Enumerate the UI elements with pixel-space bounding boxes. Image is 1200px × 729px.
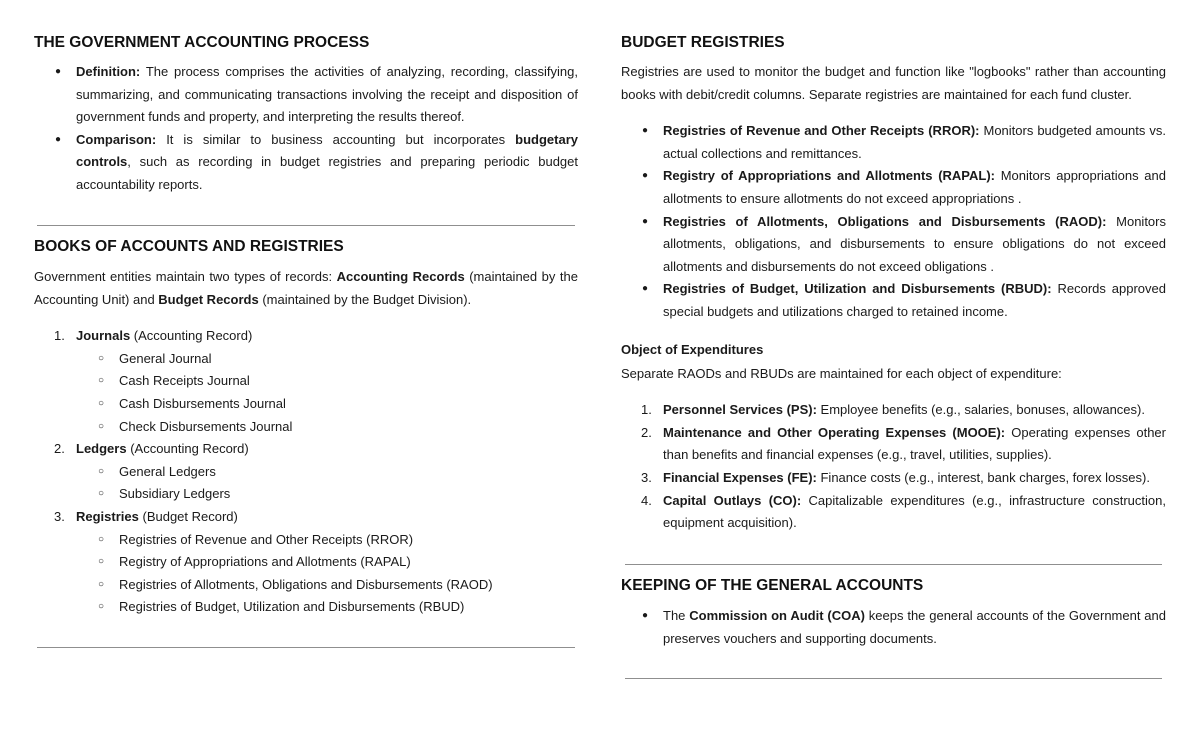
- section-divider: [37, 647, 575, 648]
- raod-bullet: [621, 211, 1166, 279]
- bullet-text: Monitors appropriations and allotments to ensure allotments do not exceed appropriations .: [663, 168, 1166, 206]
- item-label: Maintenance and Other Operating Expenses (MOOE):: [663, 424, 1006, 440]
- intro-emphasis: Budget Records: [158, 291, 259, 307]
- intro-emphasis: Accounting Records: [336, 269, 465, 284]
- left-column: [34, 32, 578, 197]
- intro-text: (maintained by the Accounting Unit) and: [34, 269, 578, 307]
- bullet-text: The process comprises the activities of analyzing, recording, classifying, summarizing, and communicating transactions involving the receipt and disposition of government funds and property, and interpreting the results thereof.: [76, 64, 578, 125]
- section-divider: [37, 225, 575, 226]
- list-item-registries: [34, 506, 578, 619]
- object-of-expenditures-heading: Object of Expenditures: [621, 341, 764, 357]
- item-label: Capital Outlays (CO):: [663, 492, 802, 508]
- sub-item: ○ Registries of Allotments, Obligations and Disbursements (RAOD): [76, 574, 578, 597]
- registries-bullet-list: [621, 120, 1166, 323]
- item-type: (Accounting Record): [130, 328, 253, 344]
- objects-intro-paragraph: Separate RAODs and RBUDs are maintained for each object of expenditure:: [621, 365, 1062, 381]
- section-divider: [625, 678, 1162, 679]
- rbud-bullet: [621, 278, 1166, 323]
- sub-item: ○ Cash Receipts Journal: [76, 370, 578, 393]
- records-numbered-list: [34, 325, 578, 619]
- bullet-text: Monitors budgeted amounts vs. actual collections and remittances.: [663, 123, 1166, 161]
- right-column: [621, 32, 1166, 535]
- left-column-lower: [34, 236, 578, 619]
- sub-item: ○ General Ledgers: [76, 461, 578, 484]
- sub-item: ○ Cash Disbursements Journal: [76, 393, 578, 416]
- list-item-journals: [34, 325, 578, 438]
- objects-numbered-list: [621, 399, 1166, 535]
- registries-intro-paragraph: Registries are used to monitor the budget and function like "logbooks" rather than accounting books with debit/credit columns. Separate registries are maintained for each fund cluster.: [621, 64, 1166, 102]
- sub-item: ○ Registry of Appropriations and Allotments (RAPAL): [76, 551, 578, 574]
- item-number: 2.: [54, 441, 65, 457]
- definition-bullet: [34, 61, 578, 129]
- bullet-text: Monitors allotments, obligations, and disbursements to ensure obligations do not exceed allotments and disbursements do not exceed obligations .: [663, 213, 1166, 274]
- sub-item: ○ Registries of Budget, Utilization and Disbursements (RBUD): [76, 596, 578, 619]
- bullet-label: Definition:: [76, 64, 141, 79]
- section-title-budget-registries: BUDGET REGISTRIES: [621, 34, 785, 51]
- item-text: Employee benefits (e.g., salaries, bonuses, allowances).: [816, 402, 1145, 418]
- bullet-text: keeps the general accounts of the Government and preserves vouchers and supporting documents.: [663, 608, 1166, 646]
- bullet-label: Registries of Revenue and Other Receipts (RROR):: [663, 123, 980, 139]
- bullet-emphasis: Commission on Audit (COA): [689, 608, 865, 623]
- ledgers-sublist: [76, 461, 578, 506]
- bullet-text: , such as recording in budget registries and preparing periodic budget accountability reports.: [76, 154, 578, 192]
- item-type: (Budget Record): [138, 508, 238, 524]
- intro-text: (maintained by the Budget Division).: [258, 291, 472, 307]
- item-label: Financial Expenses (FE):: [663, 469, 817, 485]
- item-label: Personnel Services (PS):: [663, 402, 817, 418]
- item-number: 3.: [54, 508, 65, 524]
- right-column-lower: [621, 575, 1166, 650]
- item-name: Journals: [76, 328, 131, 344]
- bullet-label: Comparison:: [76, 131, 157, 147]
- section-title-books-registries: BOOKS OF ACCOUNTS AND REGISTRIES: [34, 238, 344, 255]
- bullet-emphasis: budgetary controls: [76, 131, 578, 170]
- bullet-text: The: [663, 608, 690, 623]
- process-bullet-list: [34, 61, 578, 197]
- comparison-bullet: [34, 129, 578, 197]
- item-name: Ledgers: [76, 441, 127, 457]
- object-item-co: [621, 490, 1166, 535]
- item-number: 4.: [641, 492, 652, 508]
- item-text: Finance costs (e.g., interest, bank charges, forex losses).: [816, 469, 1150, 485]
- item-number: 3.: [641, 469, 652, 485]
- item-number: 1.: [641, 402, 652, 418]
- bullet-text: Records approved special budgets and utilizations charged to retained income.: [663, 281, 1166, 319]
- bullet-text: It is similar to business accounting but incorporates: [156, 131, 516, 147]
- object-item-mooe: [621, 422, 1166, 467]
- item-type: (Accounting Record): [126, 441, 249, 457]
- sub-item: ○ Subsidiary Ledgers: [76, 483, 578, 506]
- section-title-general-accounts: KEEPING OF THE GENERAL ACCOUNTS: [621, 577, 924, 594]
- item-number: 1.: [54, 328, 65, 344]
- item-text: Operating expenses other than benefits and financial expenses (e.g., travel, utilities, supplies).: [663, 424, 1166, 463]
- item-name: Registries: [76, 508, 139, 524]
- item-text: Capitalizable expenditures (e.g., infrastructure construction, equipment acquisition).: [663, 492, 1166, 531]
- item-number: 2.: [641, 424, 652, 440]
- bullet-label: Registries of Allotments, Obligations and Disbursements (RAOD):: [663, 213, 1107, 229]
- object-item-fe: [621, 467, 1166, 490]
- coa-bullet: [621, 605, 1166, 650]
- list-item-ledgers: [34, 438, 578, 506]
- rapal-bullet: [621, 165, 1166, 210]
- books-intro-paragraph: [34, 266, 578, 311]
- bullet-label: Registries of Budget, Utilization and Disbursements (RBUD):: [663, 281, 1052, 297]
- intro-text: Government entities maintain two types of records:: [34, 269, 337, 284]
- registries-sublist: [76, 529, 578, 619]
- section-divider: [625, 564, 1162, 565]
- general-accounts-bullet-list: [621, 605, 1166, 650]
- sub-item: ○ Registries of Revenue and Other Receipts (RROR): [76, 529, 578, 552]
- section-title-accounting-process: THE GOVERNMENT ACCOUNTING PROCESS: [34, 34, 370, 51]
- sub-item: ○ General Journal: [76, 348, 578, 371]
- bullet-label: Registry of Appropriations and Allotments (RAPAL):: [663, 168, 996, 184]
- journals-sublist: [76, 348, 578, 438]
- object-item-ps: [621, 399, 1166, 422]
- sub-item: ○ Check Disbursements Journal: [76, 416, 578, 439]
- rror-bullet: [621, 120, 1166, 165]
